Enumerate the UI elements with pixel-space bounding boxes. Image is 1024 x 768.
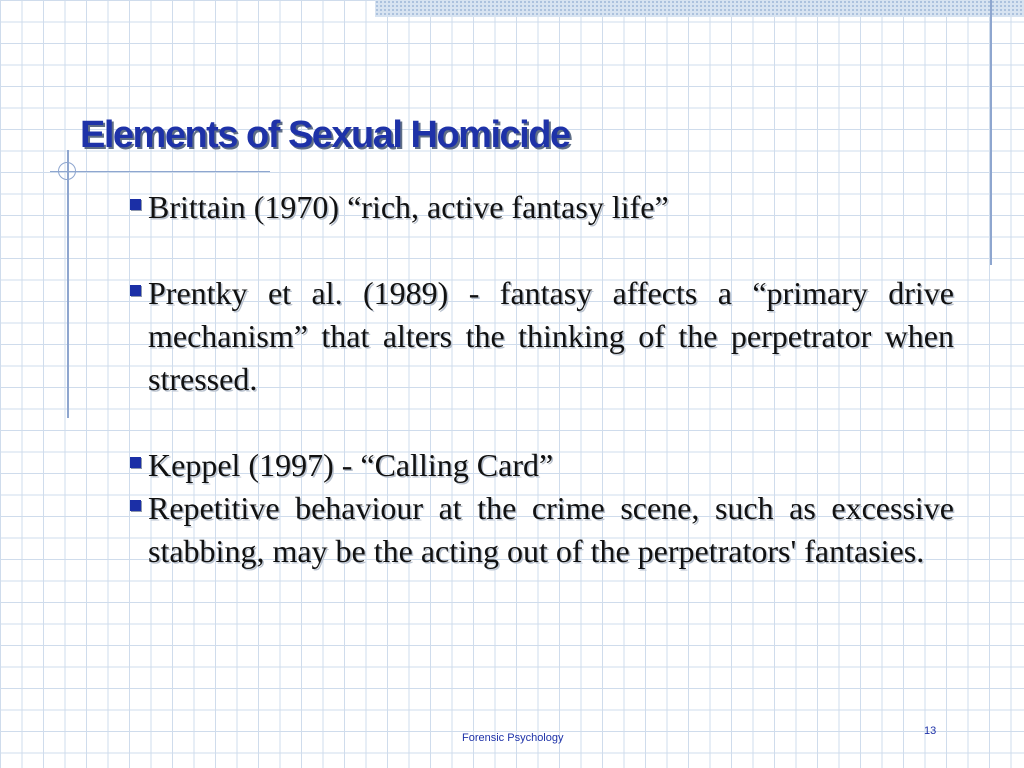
square-bullet-icon (130, 199, 141, 210)
page-number: 13 (924, 725, 937, 737)
square-bullet-icon (130, 285, 141, 296)
bullet-item (128, 487, 954, 573)
bullet-item (128, 186, 954, 229)
square-bullet-icon (130, 500, 141, 511)
bullet-item (128, 444, 954, 487)
bullet-text: Repetitive behaviour at the crime scene, such as excessive stabbing, may be the acting out of the perpetrators' fantasies. (148, 490, 954, 569)
bullet-item (128, 272, 954, 401)
left-accent-line (67, 150, 69, 418)
bullet-text: Prentky et al. (1989) - fantasy affects a “primary drive mechanism” that alters the thinking of the perpetrator when stressed. (148, 275, 954, 397)
square-bullet-icon (130, 457, 141, 468)
right-accent-line (990, 0, 992, 265)
title-underline-accent (50, 171, 270, 172)
crosshair-circle-icon (58, 162, 76, 180)
top-decorative-band (375, 0, 1024, 17)
bullet-list (128, 186, 954, 573)
footer-label: Forensic Psychology (462, 732, 564, 744)
bullet-text: Brittain (1970) “rich, active fantasy life” (148, 189, 669, 225)
bullet-text: Keppel (1997) - “Calling Card” (148, 447, 554, 483)
slide-title: Elements of Sexual Homicide (80, 114, 570, 156)
